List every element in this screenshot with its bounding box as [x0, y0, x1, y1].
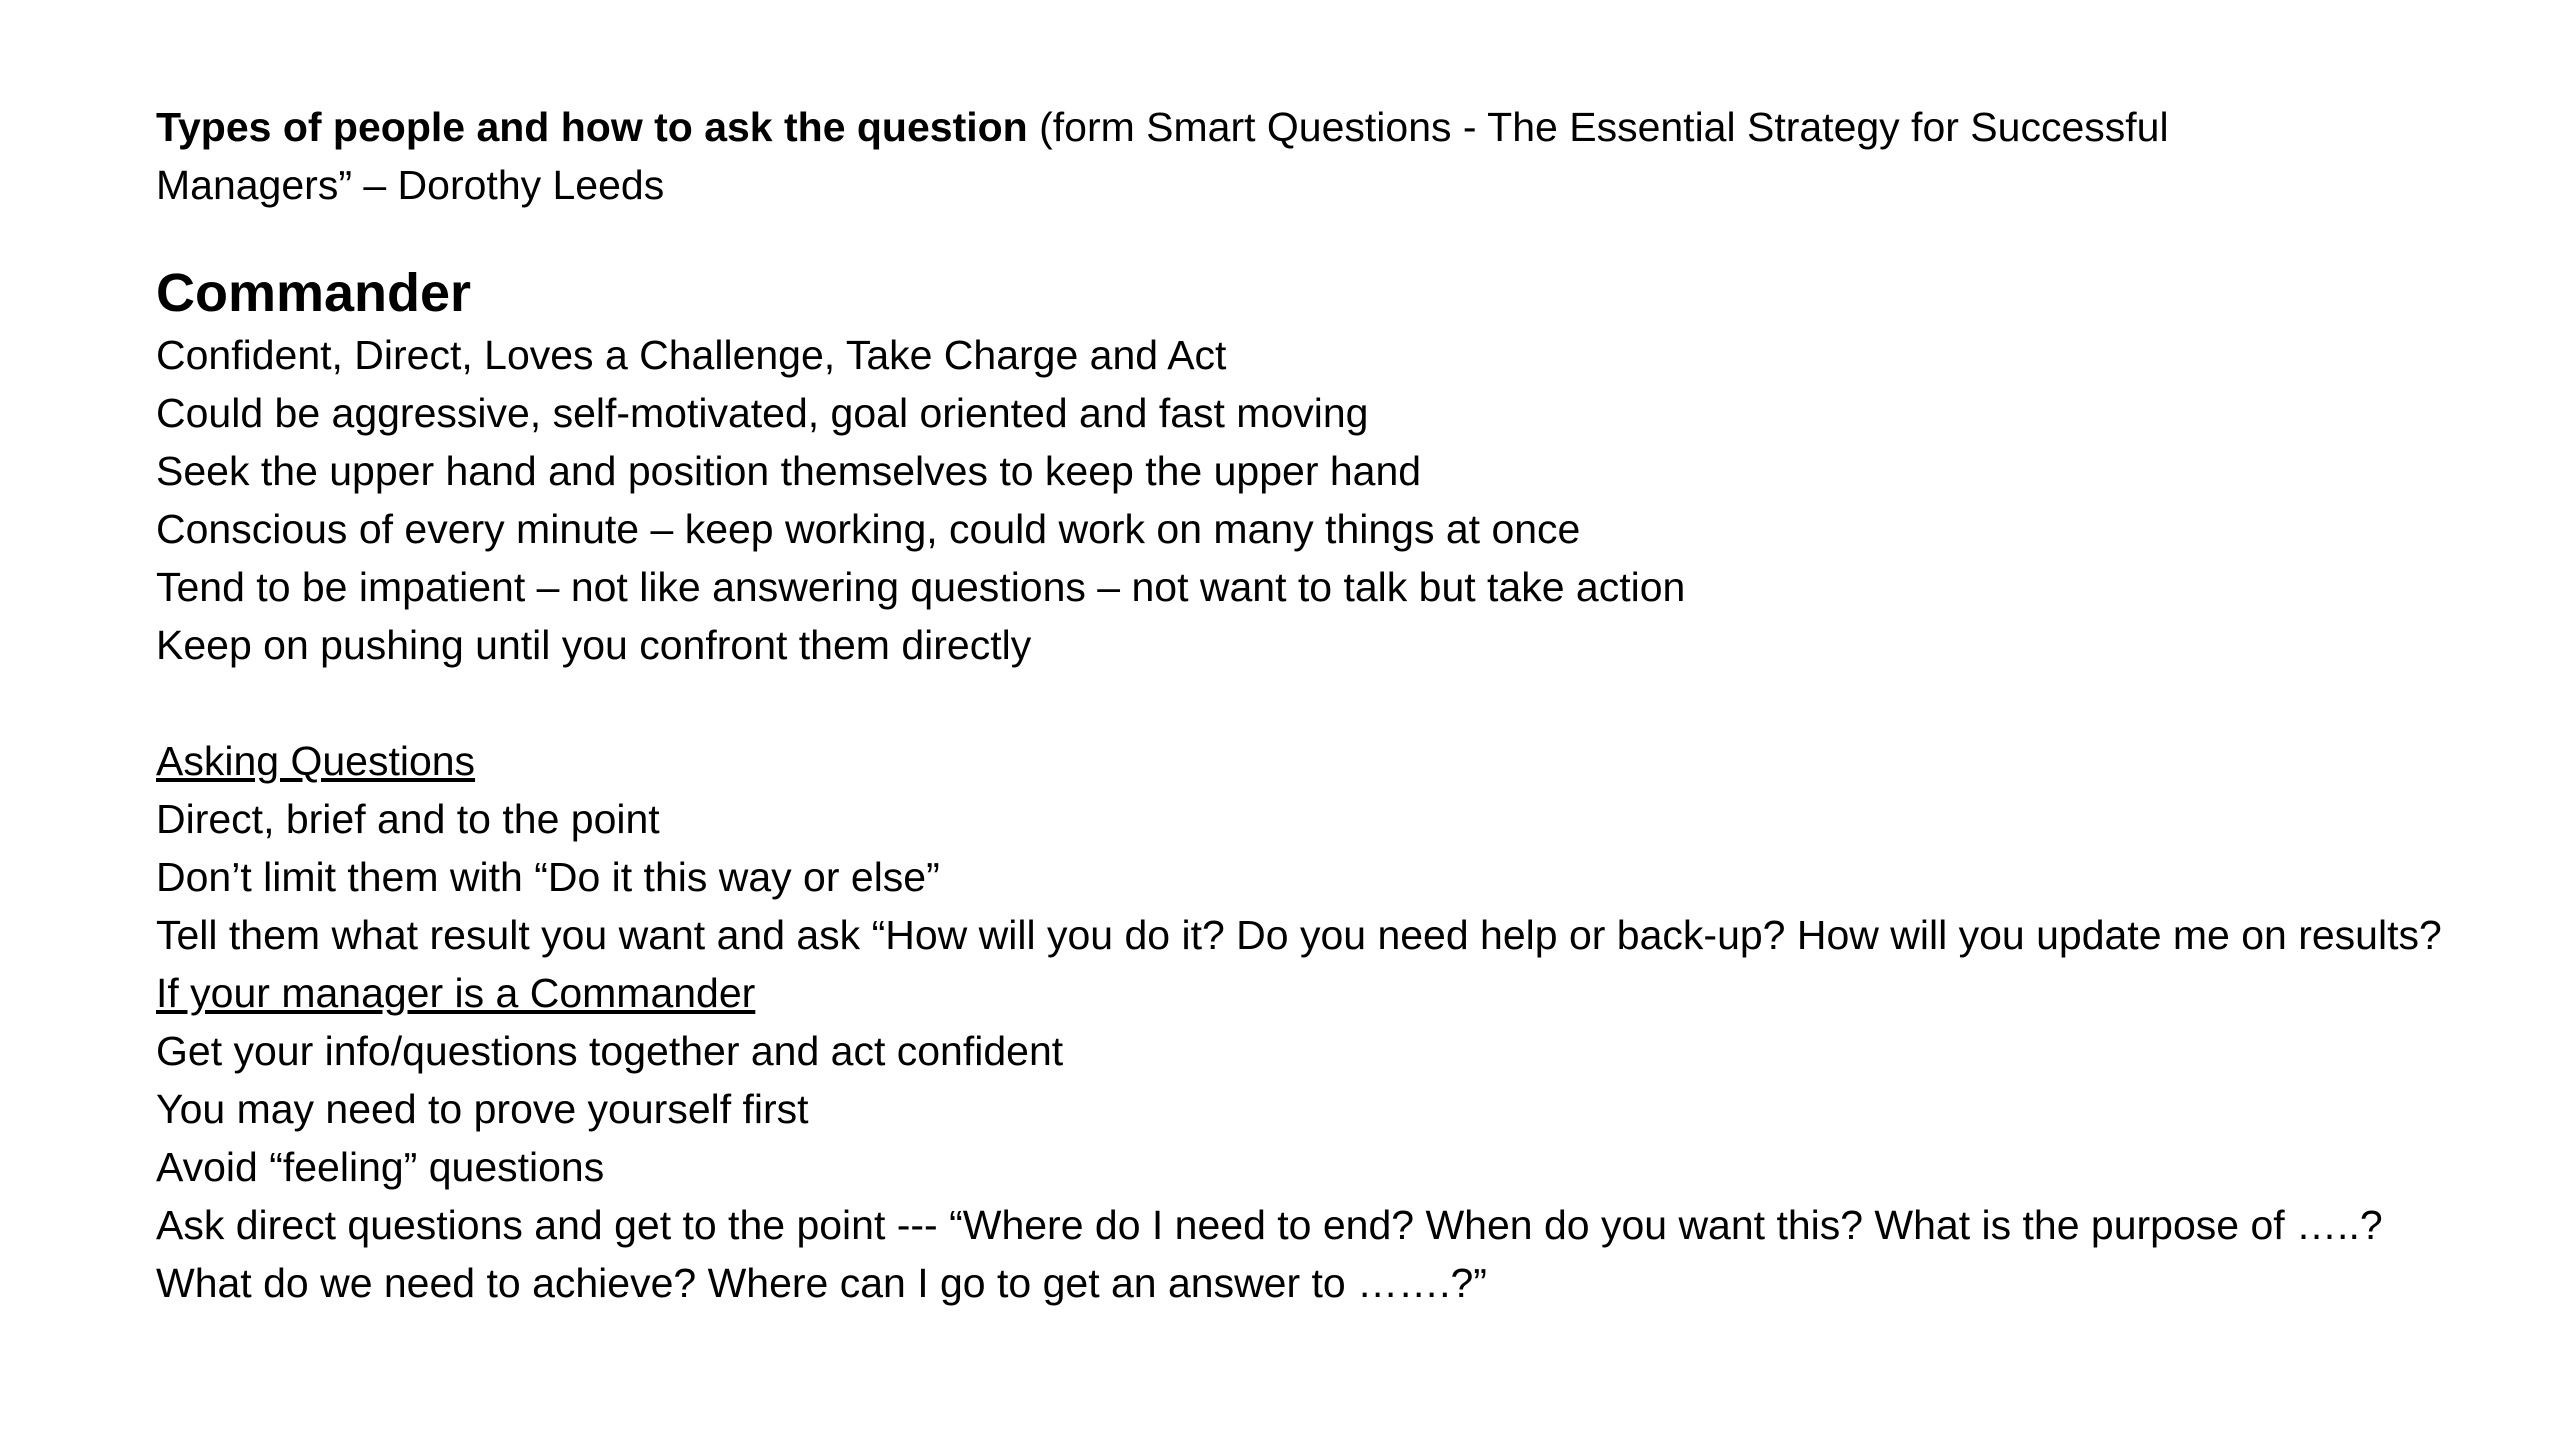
spacer	[156, 674, 2446, 732]
manager-line: You may need to prove yourself first	[156, 1086, 809, 1132]
manager-line: Ask direct questions and get to the point --- “Where do I need to end? When do you want this? What is the purpose of …..? What do we need to achieve? Where can I go to get an answer to …….?”	[156, 1202, 2383, 1306]
manager-line: Avoid “feeling” questions	[156, 1144, 605, 1190]
trait-line: Tend to be impatient – not like answering questions – not want to talk but take action	[156, 564, 1686, 610]
slide-content	[156, 98, 2446, 1312]
trait-line: Could be aggressive, self-motivated, goal oriented and fast moving	[156, 390, 1369, 436]
asking-line: Direct, brief and to the point	[156, 796, 660, 842]
intro-paragraph	[156, 98, 2306, 214]
asking-line: Don’t limit them with “Do it this way or else”	[156, 854, 940, 900]
trait-line: Seek the upper hand and position themselves to keep the upper hand	[156, 448, 1422, 494]
trait-line: Confident, Direct, Loves a Challenge, Take Charge and Act	[156, 332, 1227, 378]
trait-line: Keep on pushing until you confront them directly	[156, 622, 1032, 668]
manager-line: Get your info/questions together and act confident	[156, 1028, 1064, 1074]
asking-questions-heading: Asking Questions	[156, 738, 476, 784]
trait-line: Conscious of every minute – keep working, could work on many things at once	[156, 506, 1581, 552]
intro-source: (form Smart Questions - The Essential Strategy for Successful Managers” – Dorothy Leeds	[156, 104, 2169, 208]
manager-heading: If your manager is a Commander	[156, 970, 756, 1016]
section-heading-commander: Commander	[156, 263, 472, 323]
intro-title: Types of people and how to ask the question	[156, 104, 1028, 150]
asking-line: Tell them what result you want and ask “How will you do it? Do you need help or back-up? How will you update me on results?	[156, 912, 2442, 958]
